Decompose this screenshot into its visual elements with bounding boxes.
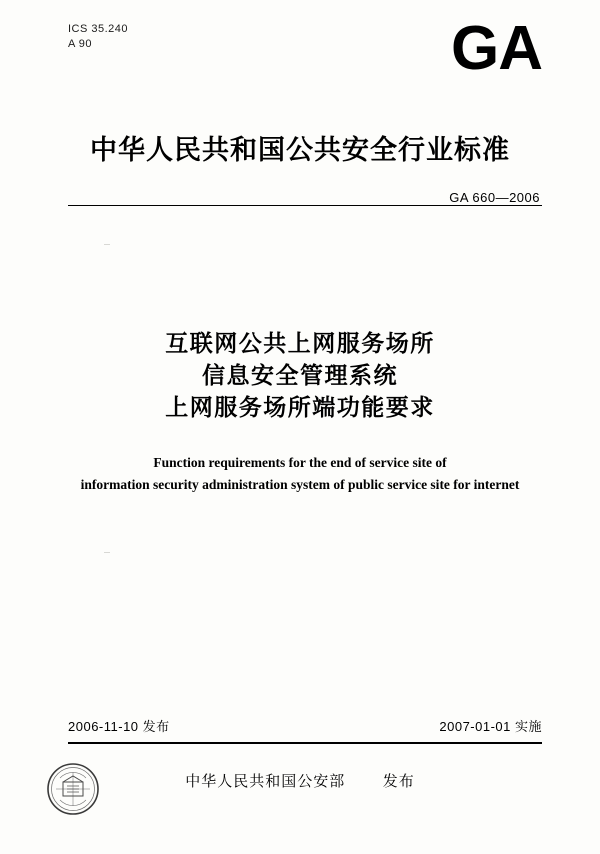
footer-divider [68, 742, 542, 744]
standard-series-title: 中华人民共和国公共安全行业标准 [90, 135, 510, 166]
ics-classification-block [68, 22, 128, 52]
classification-code: A 90 [68, 38, 93, 50]
title-line-en: information security administration system of public service site for internet [80, 477, 520, 492]
document-title-en [0, 452, 600, 496]
issuer-line [0, 770, 600, 791]
edge-mark [104, 244, 110, 245]
date-row [68, 716, 542, 735]
issuer-name: 中华人民共和国公安部 [185, 772, 346, 790]
document-title-cn [0, 328, 600, 424]
header-divider [68, 205, 542, 206]
title-line: 互联网公共上网服务场所 [165, 331, 435, 357]
effective-date: 2007-01-01 实施 [439, 719, 542, 734]
title-line-en: Function requirements for the end of service site of [153, 455, 447, 470]
title-line: 信息安全管理系统 [202, 363, 398, 389]
issuer-action: 发布 [382, 772, 415, 790]
issue-date: 2006-11-10 发布 [68, 719, 170, 734]
edge-mark [104, 552, 110, 553]
title-line: 上网服务场所端功能要求 [165, 395, 435, 421]
ga-logo: GA [451, 14, 542, 83]
ics-code: ICS 35.240 [68, 23, 129, 35]
standard-number: GA 660—2006 [439, 190, 542, 205]
